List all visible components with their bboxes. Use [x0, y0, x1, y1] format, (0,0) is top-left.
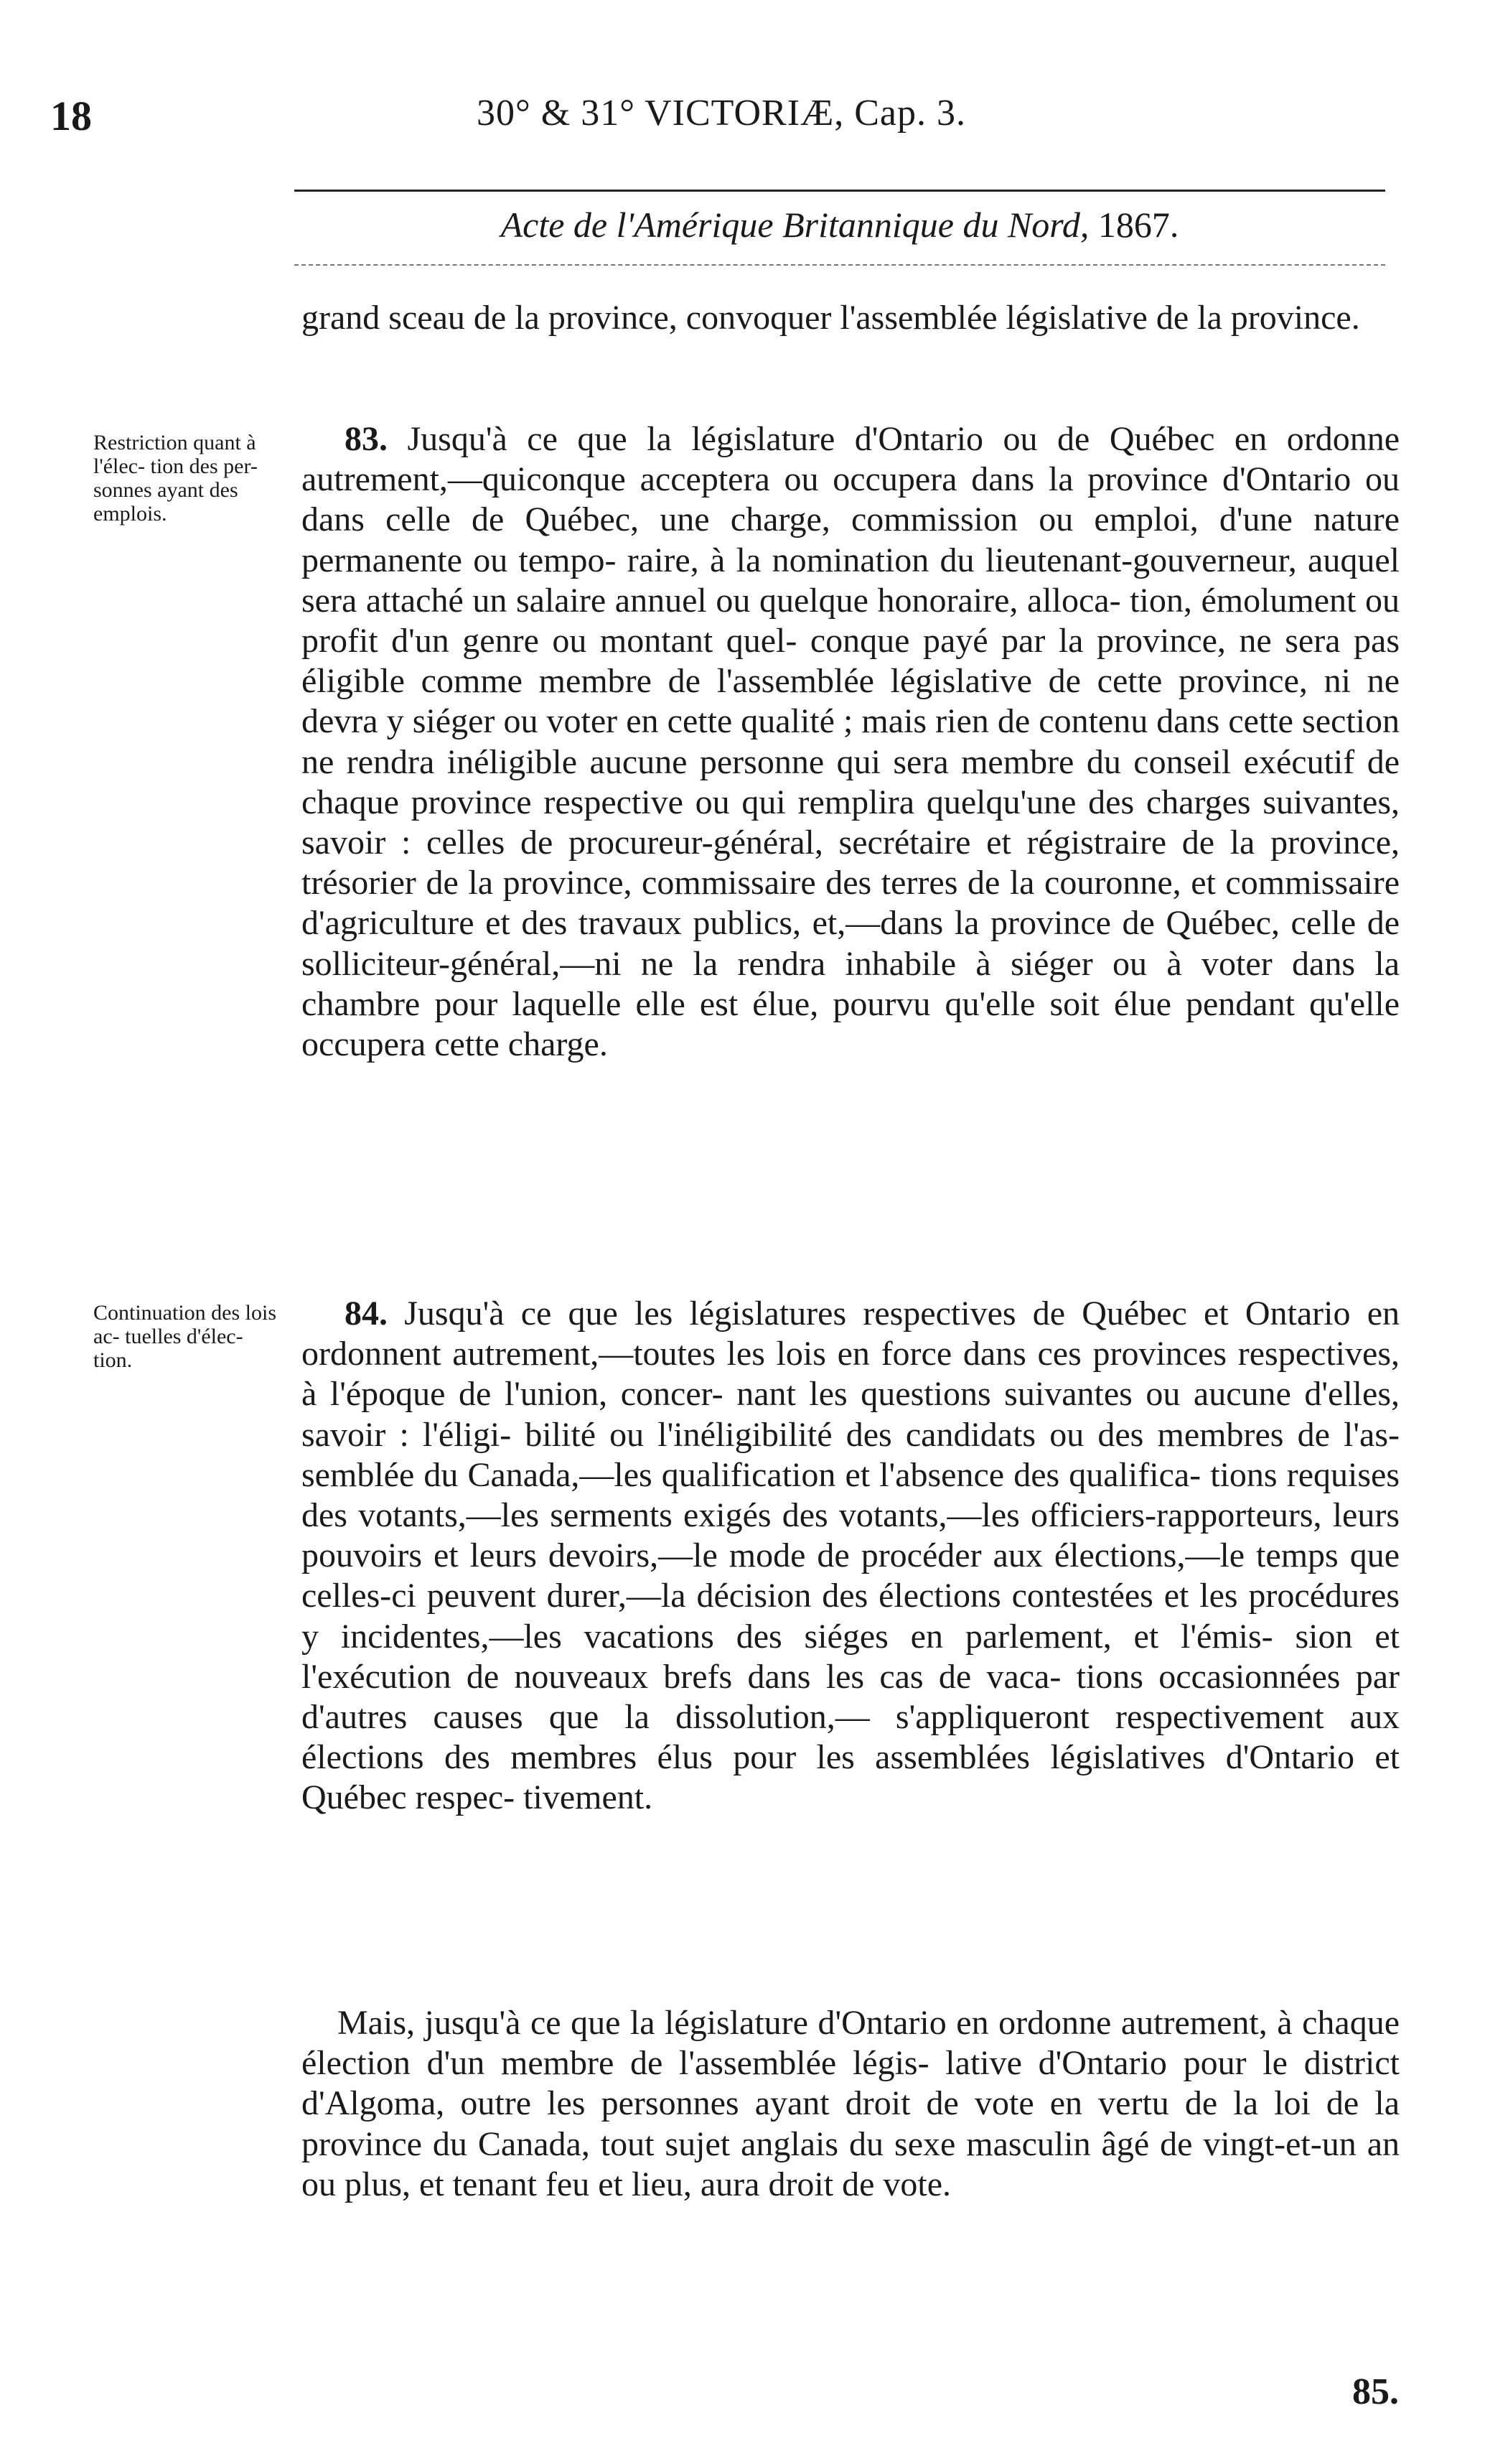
subtitle-rule: [294, 264, 1385, 266]
section-84: [301, 1294, 1400, 1819]
running-head: [50, 92, 1392, 149]
page-number: 18: [50, 93, 92, 139]
section-83-text: Jusqu'à ce que la législature d'Ontario ou de Québec en ordonne autrement,—quiconque acceptera ou occupera dans la province d'Ontario ou dans celle de Québec, une charge, commission ou emploi, d'une nature permanente ou tempo- raire, à la nomination du lieutenant-gouverneur, auquel sera attaché un salaire annuel ou quelque honoraire, alloca- tion, émolument ou profit d'un genre ou montant quel- conque payé par la province, ne sera pas éligible comme membre de l'assemblée législative de cette province, ni ne devra y siéger ou voter en cette qualité ; mais rien de contenu dans cette section ne rendra inéligible aucune personne qui sera membre du conseil exécutif de chaque province respective ou qui remplira quelqu'une des charges suivantes, savoir : celles de procureur-général, secrétaire et régistraire de la province, trésorier de la province, commissaire des terres de la couronne, et commissaire d'agriculture et des travaux publics, et,—dans la province de Québec, celle de solliciteur-général,—ni ne la rendra inhabile à siéger ou à voter dans la chambre pour laquelle elle est élue, pourvu qu'elle soit élue pendant qu'elle occupera cette charge.: [301, 420, 1400, 1064]
margin-note-84: Continuation des lois ac- tuelles d'élec- tion.: [93, 1301, 276, 1372]
section-84-paragraph-2: Mais, jusqu'à ce que la législature d'Ontario en ordonne autrement, à chaque élection d'un membre de l'assemblée légis- lative d'Ontario pour le district d'Algoma, outre les personnes ayant droit de vote en vertu de la loi de la province du Canada, tout sujet anglais du sexe masculin âgé de vingt-et-un an ou plus, et tenant feu et lieu, aura droit de vote.: [301, 2004, 1400, 2203]
section-number-84: 84.: [345, 1294, 388, 1333]
act-subtitle: [294, 204, 1385, 246]
section-84-text: Jusqu'à ce que les législatures respectives de Québec et Ontario en ordonnent autrement,—toutes les lois en force dans ces provinces respectives, à l'époque de l'union, concer- nant les questions suivantes ou aucune d'elles, savoir : l'éligi- bilité ou l'inéligibilité des candidats ou des membres de l'as- semblée du Canada,—les qualification et l'absence des qualifica- tions requises des votants,—les serments exigés des votants,—les officiers-rapporteurs, leurs pouvoirs et leurs devoirs,—le mode de procéder aux élections,—le temps que celles-ci peuvent durer,—la décision des élections contestées et les procédures y incidentes,—les vacations des siéges en parlement, et l'émis- sion et l'exécution de nouveaux brefs dans les cas de vaca- tions occasionnées par d'autres causes que la dissolution,— s'appliqueront respectivement aux élections des membres élus pour les assemblées législatives d'Ontario et Québec respec- tivement.: [301, 1294, 1400, 1817]
catchword: 85.: [1352, 2371, 1399, 2412]
section-number-83: 83.: [345, 420, 388, 458]
act-name: Acte de l'Amérique Britannique du Nord,: [500, 205, 1090, 245]
act-year: 1867.: [1097, 205, 1179, 245]
margin-note-83: Restriction quant à l'élec- tion des per- sonnes ayant des emplois.: [93, 431, 258, 526]
section-83: [301, 419, 1400, 1065]
page-title: 30° & 31° VICTORIÆ, Cap. 3.: [476, 93, 967, 134]
header-rule: [294, 190, 1385, 192]
continuation-paragraph: grand sceau de la province, convoquer l'assemblée législative de la province.: [301, 299, 1360, 337]
